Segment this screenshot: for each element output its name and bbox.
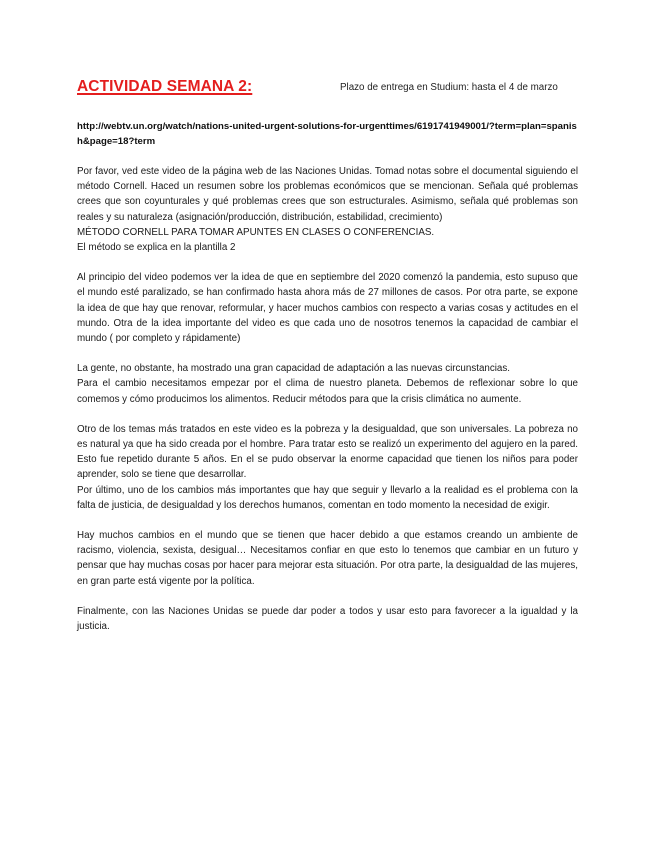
instructions-paragraph: Por favor, ved este video de la página web de las Naciones Unidas. Tomad notas sobre el documental siguiendo el método Cornell. Haced un resumen sobre los problemas económicos que se mencionan. Señala qué problemas crees que son coyunturales y qué problemas crees que son estructurales. Asimismo, señala qué problemas son reales y su naturaleza (asignación/producción, distribución, estabilidad, crecimiento) bbox=[77, 166, 578, 223]
summary-paragraph-7: Finalmente, con las Naciones Unidas se puede dar poder a todos y usar esto para favorecer a la igualdad y la justicia. bbox=[77, 605, 578, 633]
summary-paragraph-2: La gente, no obstante, ha mostrado una gran capacidad de adaptación a las nuevas circunstancias. bbox=[77, 363, 510, 375]
document-page bbox=[77, 78, 578, 634]
spacer bbox=[77, 346, 578, 361]
video-url[interactable]: http://webtv.un.org/watch/nations-united-urgent-solutions-for-urgenttimes/6191741949001/?term=plan=spanish&page=18?term bbox=[77, 121, 577, 147]
summary-paragraph-4: Otro de los temas más tratados en este video es la pobreza y la desigualdad, que son universales. La pobreza no es natural ya que ha sido creada por el hombre. Para tratar esto se realizó un experimento del agujero en la pared. Esto fue repetido durante 5 años. En el se pudo observar la enorme capacidad que tienen los niños para poder aprender, solo se tiene que desarrollar. bbox=[77, 423, 578, 481]
deadline-note: Plazo de entrega en Studium: hasta el 4 de marzo bbox=[340, 82, 558, 93]
summary-paragraph-1: Al principio del video podemos ver la idea de que en septiembre del 2020 comenzó la pandemia, esto supuso que el mundo esté paralizado, se han confirmado hasta ahora más de 27 millones de casos. Por otra parte, se expone la idea de que hay que renovar, reformular, y hacer muchos cambios con respecto a varias cosas y actitudes en el mundo. Otra de la idea importante del video es que cada uno de nosotros tenemos la capacidad de cambiar el mundo ( por completo y rápidamente) bbox=[77, 272, 578, 345]
summary-paragraph-6: Hay muchos cambios en el mundo que se tienen que hacer debido a que estamos creando un ambiente de racismo, violencia, sexista, desigual… Necesitamos confiar en que esto lo tenemos que cambiar en un futuro y pensar que hay muchas cosas por hacer para mejorar esta situación. Por otra parte, la desigualdad de las mujeres, en gran parte está vigente por la política. bbox=[77, 530, 579, 587]
spacer bbox=[77, 255, 578, 270]
template-note: El método se explica en la plantilla 2 bbox=[77, 242, 236, 254]
spacer bbox=[77, 513, 578, 528]
spacer bbox=[77, 589, 578, 604]
activity-title: ACTIVIDAD SEMANA 2: bbox=[77, 78, 253, 95]
spacer bbox=[77, 407, 578, 422]
document-header bbox=[77, 78, 578, 104]
cornell-method-heading: MÉTODO CORNELL PARA TOMAR APUNTES EN CLASES O CONFERENCIAS. bbox=[77, 226, 435, 238]
spacer bbox=[77, 149, 578, 164]
summary-paragraph-3: Para el cambio necesitamos empezar por el clima de nuestro planeta. Debemos de reflexionar sobre lo que comemos y cómo producimos los alimentos. Reducir métodos para que la crisis climática no aumente. bbox=[77, 378, 578, 405]
summary-paragraph-5: Por último, uno de los cambios más importantes que hay que seguir y llevarlo a la realidad es el problema con la falta de justicia, de desigualdad y los derechos humanos, comentan en todo momento la necesidad de exigir. bbox=[77, 484, 578, 511]
